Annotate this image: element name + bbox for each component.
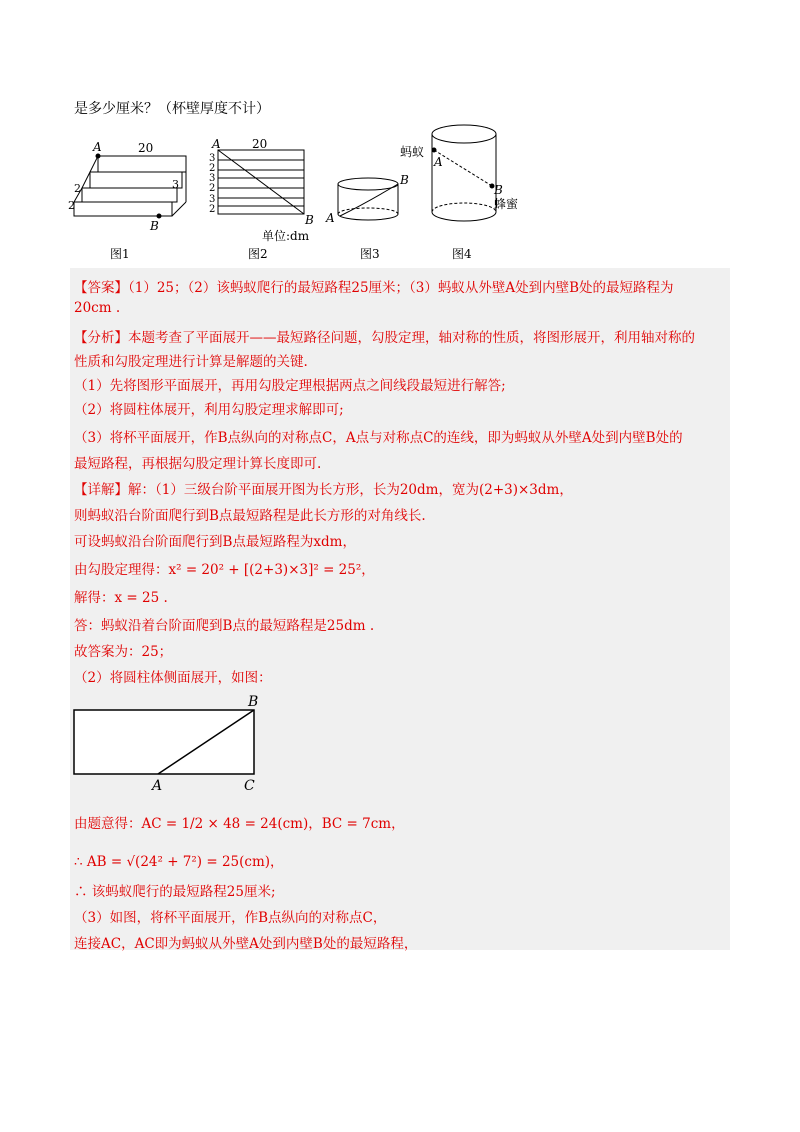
answer-line-1: 【答案】（1）25；（2）该蚂蚁爬行的最短路程25厘米；（3）蚂蚁从外壁A处到内壁B处的最短路程为 <box>74 280 674 296</box>
fig2-side-3: 3 <box>209 173 216 184</box>
fig2-caption: 图2 <box>248 247 268 261</box>
fig1-height-3: 3 <box>172 178 179 191</box>
fig2-top-length: 20 <box>252 137 268 151</box>
fig1-label-a: A <box>93 140 102 154</box>
detail-line-1: 【详解】解：（1）三级台阶平面展开图为长方形，长为20dm，宽为(2+3)×3dm， <box>74 482 573 498</box>
fig2-label-a: A <box>212 137 221 151</box>
analysis-line-2: 性质和勾股定理进行计算是解题的关键. <box>74 354 308 370</box>
fig2-side-4: 2 <box>209 183 216 194</box>
fig1-caption: 图1 <box>110 247 130 261</box>
figures-svg <box>62 116 582 266</box>
detail-equation: 由勾股定理得：x² = 20² + [(2+3)×3]² = 25²， <box>74 562 375 578</box>
analysis-line-1: 【分析】本题考查了平面展开——最短路径问题，勾股定理，轴对称的性质，将图形展开，利用轴对称的 <box>74 330 695 346</box>
rect-label-c: C <box>244 778 255 792</box>
part3-line-2: 连接AC，AC即为蚂蚁从外壁A处到内壁B处的最短路程， <box>74 936 418 952</box>
part2-conclusion: ∴ 该蚂蚁爬行的最短路程25厘米; <box>74 884 276 900</box>
figures-row <box>62 116 582 266</box>
detail-line-3: 可设蚂蚁沿台阶面爬行到B点最短路程为xdm， <box>74 534 356 550</box>
fig2-unit: 单位:dm <box>262 229 310 243</box>
fig4-label-b: B <box>494 183 503 197</box>
fig4-ant-label: 蚂蚁 <box>400 145 425 159</box>
detail-answer: 答：蚂蚁沿着台阶面爬到B点的最短路程是25dm . <box>74 618 375 634</box>
fig2-label-b: B <box>305 213 314 227</box>
rect-label-b: B <box>248 694 259 710</box>
rect-label-a: A <box>152 778 163 792</box>
unfolded-rect-figure <box>70 692 270 792</box>
fig2-side-2: 2 <box>209 163 216 174</box>
question-tail: 是多少厘米？（杯壁厚度不计） <box>74 101 270 117</box>
detail-solve: 解得：x = 25 . <box>74 590 168 606</box>
fig2-rect <box>218 150 304 214</box>
answer-line-2: 20cm . <box>74 300 121 316</box>
fig3-cylinder <box>338 178 398 220</box>
fig1-top-length: 20 <box>138 141 154 155</box>
fig3-label-a: A <box>326 211 335 225</box>
detail-line-2: 则蚂蚁沿台阶面爬行到B点最短路程是此长方形的对角线长. <box>74 508 426 524</box>
detail-final: 故答案为：25； <box>74 644 173 660</box>
fig4-caption: 图4 <box>452 247 472 261</box>
analysis-step-1: （1）先将图形平面展开，再用勾股定理根据两点之间线段最短进行解答; <box>74 378 506 394</box>
part3-heading: （3）如图，将杯平面展开，作B点纵向的对称点C， <box>74 910 387 926</box>
fig4-cylinder <box>432 125 496 221</box>
part2-heading: （2）将圆柱体侧面展开，如图： <box>74 670 272 686</box>
part2-calc-ac: 由题意得：AC = 1/2 × 48 = 24(cm)，BC = 7cm， <box>74 816 405 832</box>
fig2-side-5: 3 <box>209 194 216 205</box>
fig1-height-2a: 2 <box>74 182 81 195</box>
fig1-label-b: B <box>150 219 159 233</box>
fig4-label-a: A <box>434 155 443 169</box>
fig1-stairs <box>74 154 186 218</box>
unfolded-rect <box>74 710 254 774</box>
analysis-step-3: （3）将杯平面展开，作B点纵向的对称点C，A点与对称点C的连线，即为蚂蚁从外壁A处到内壁B处的 <box>74 430 683 446</box>
fig2-side-1: 3 <box>209 153 216 164</box>
fig1-height-2b: 2 <box>68 199 75 212</box>
fig3-caption: 图3 <box>360 247 380 261</box>
answer-block <box>70 268 730 950</box>
fig2-side-6: 2 <box>209 204 216 215</box>
fig4-honey-label: 蜂蜜 <box>494 197 519 211</box>
analysis-step-2: （2）将圆柱体展开，利用勾股定理求解即可; <box>74 402 344 418</box>
analysis-step-3b: 最短路程，再根据勾股定理计算长度即可. <box>74 456 322 472</box>
fig3-label-b: B <box>400 173 409 187</box>
part2-calc-ab: ∴ AB = √(24² + 7²) = 25(cm)， <box>74 854 284 870</box>
